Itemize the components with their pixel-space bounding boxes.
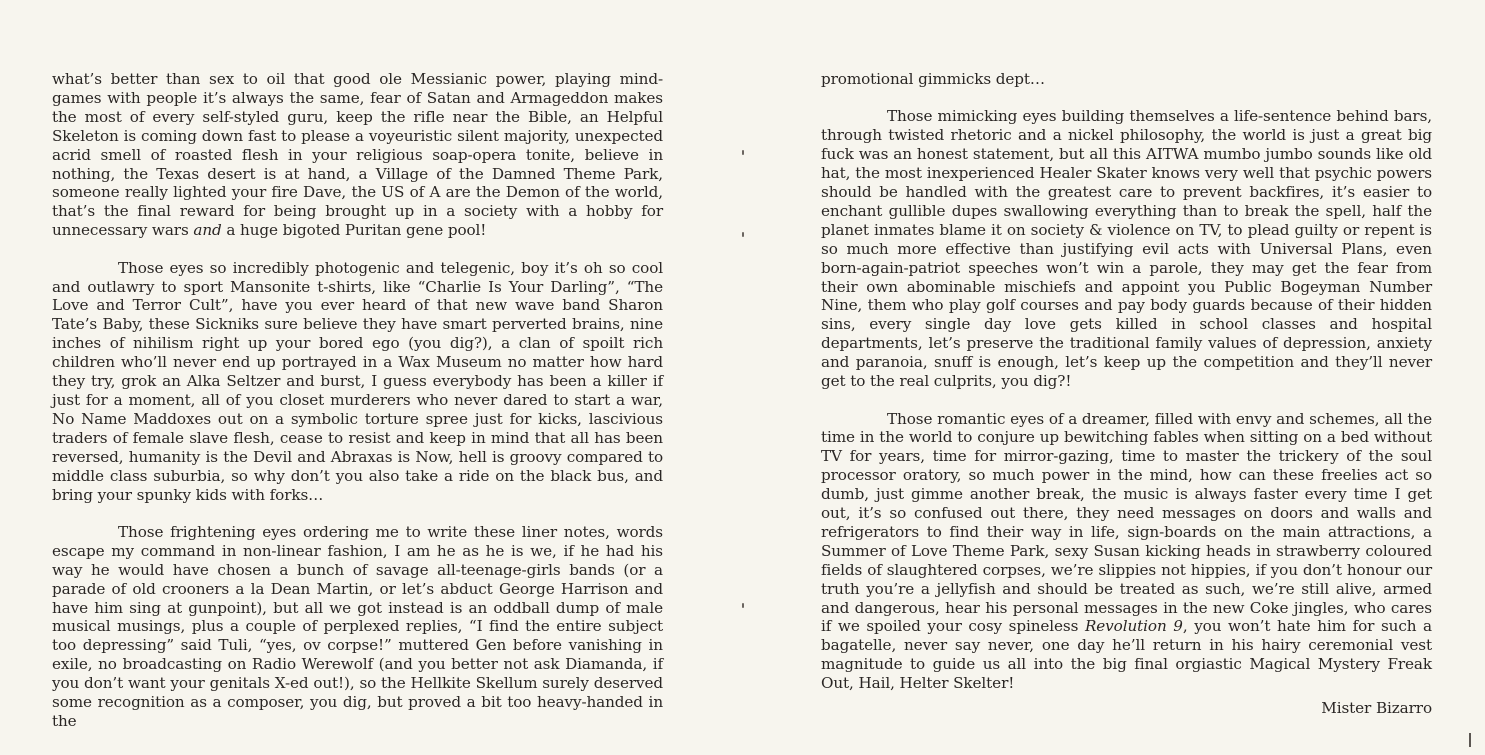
fold-mark [742,232,744,237]
left-page-column [52,70,663,749]
fold-mark [742,150,744,155]
left-paragraph-1 [52,70,663,240]
left-paragraph-2: Those eyes so incredibly photogenic and telegenic, boy it’s oh so cool and outlawry to sport Mansonite t-shirts, like “Charlie Is Your Darling”, “The Love and Terror Cult”, have you ever heard of that new wave band Sharon Tate’s Baby, these Sickniks sure believe they have smart perverted brains, nine inches of nihilism right up your bored ego (you dig?), a clan of spoilt rich children who’ll never end up portrayed in a Wax Museum no matter how hard they try, grok an Alka Seltzer and burst, I guess everybody has been a killer if just for a moment, all of you closet murderers who never dared to start a war, No Name Maddoxes out on a symbolic torture spree just for kicks, lascivious traders of female slave flesh, cease to resist and keep in mind that all has been reversed, humanity is the Devil and Abraxas is Now, hell is groovy compared to middle class suburbia, so why don’t you also take a ride on the black bus, and bring your spunky kids with forks… [52,258,663,504]
signature: Mister Bizarro [1321,699,1432,718]
right-paragraph-1: promotional gimmicks dept… [821,70,1045,88]
paragraph-text: what’s better than sex to oil that good ole Messianic power, playing mind-games with people it’s always the same, fear of Satan and Armageddon makes the most of every self-styled guru, keep the rifle near the Bible, an Helpful Skeleton is coming down fast to please a voyeuristic silent majority, unexpected acrid smell of roasted flesh in your religious soap-opera tonite, believe in nothing, the Texas desert is at hand, a Village of the Damned Theme Park, someone really lighted your fire Dave, the US of A are the Demon of the world, that’s the final reward for being brought up in a society with a hobby for unnecessary wars [52,70,663,240]
paragraph-text-after: a huge bigoted Puritan gene pool! [221,221,487,240]
right-paragraph-3 [821,410,1432,694]
right-paragraph-2: Those mimicking eyes building themselves a life-sentence behind bars, through twisted rhetoric and a nickel philosophy, the world is just a great big fuck was an honest statement, but all this AITWA mumbo jumbo sounds like old hat, the most inexperienced Healer Skater knows very well that psychic powers should be handled with the greatest care to prevent backfires, it’s easier to enchant gullible dupes swallowing everything than to break the spell, half the planet inmates blame it on society & violence on TV, to plead guilty or repent is so much more effective than justifying evil acts with Universal Plans, even born-again-patriot speeches won’t win a parole, they may get the fear from their own abominable mischiefs and appoint you Public Bogeyman Number Nine, them who play golf courses and pay body guards because of their hidden sins, every single day love gets killed in school classes and hospital departments, let’s preserve the traditional family values of depression, anxiety and paranoia, snuff is enough, let’s keep up the competition and they’ll never get to the real culprits, you dig?! [821,107,1432,391]
left-paragraph-3: Those frightening eyes ordering me to write these liner notes, words escape my command in non-linear fashion, I am he as he is we, if he had his way he would have chosen a bunch of savage all-teenage-girls bands (or a parade of old crooners a la Dean Martin, or let’s abduct George Harrison and have him sing at gunpoint), but all we got instead is an oddball dump of male musical musings, plus a couple of perplexed replies, “I find the entire subject too depressing” said Tuli, “yes, ov corpse!” muttered Gen before vanishing in exile, no broadcasting on Radio Werewolf (and you better not ask Diamanda, if you don’t want your genitals X-ed out!), so the Hellkite Skellum surely deserved some recognition as a composer, you dig, but proved a bit too heavy-handed in the [52,522,663,730]
right-page-column [821,70,1432,737]
paragraph-text-after: , you won’t hate him for such a bagatelle, never say never, one day he’ll return in his hairy ceremonial vest magnitude to guide us all into the big final orgiastic Magical Mystery Freak Out, Hail, Helter Skelter! [821,617,1432,693]
edge-mark [1469,733,1471,747]
fold-mark [742,603,744,608]
paragraph-emphasis: and [193,221,222,240]
paragraph-text: Those romantic eyes of a dreamer, filled with envy and schemes, all the time in the world to conjure up bewitching fables when sitting on a bed without TV for years, time for mirror-gazing, time to master the trickery of the soul processor oratory, so much power in the mind, how can these freelies act so dumb, just gimme another break, the music is always faster every time I get out, it’s so confused out there, they need messages on doors and walls and refrigerators to find their way in life, sign-boards on the main attractions, a Summer of Love Theme Park, sexy Susan kicking heads in strawberry coloured fields of slaughtered corpses, we’re slippies not hippies, if you don’t honour our truth you’re a jellyfish and should be treated as such, we’re still alive, armed and dangerous, hear his personal messages in the new Coke jingles, who cares if we spoiled your cosy spineless [821,409,1432,636]
paragraph-emphasis: Revolution 9 [1084,617,1183,636]
